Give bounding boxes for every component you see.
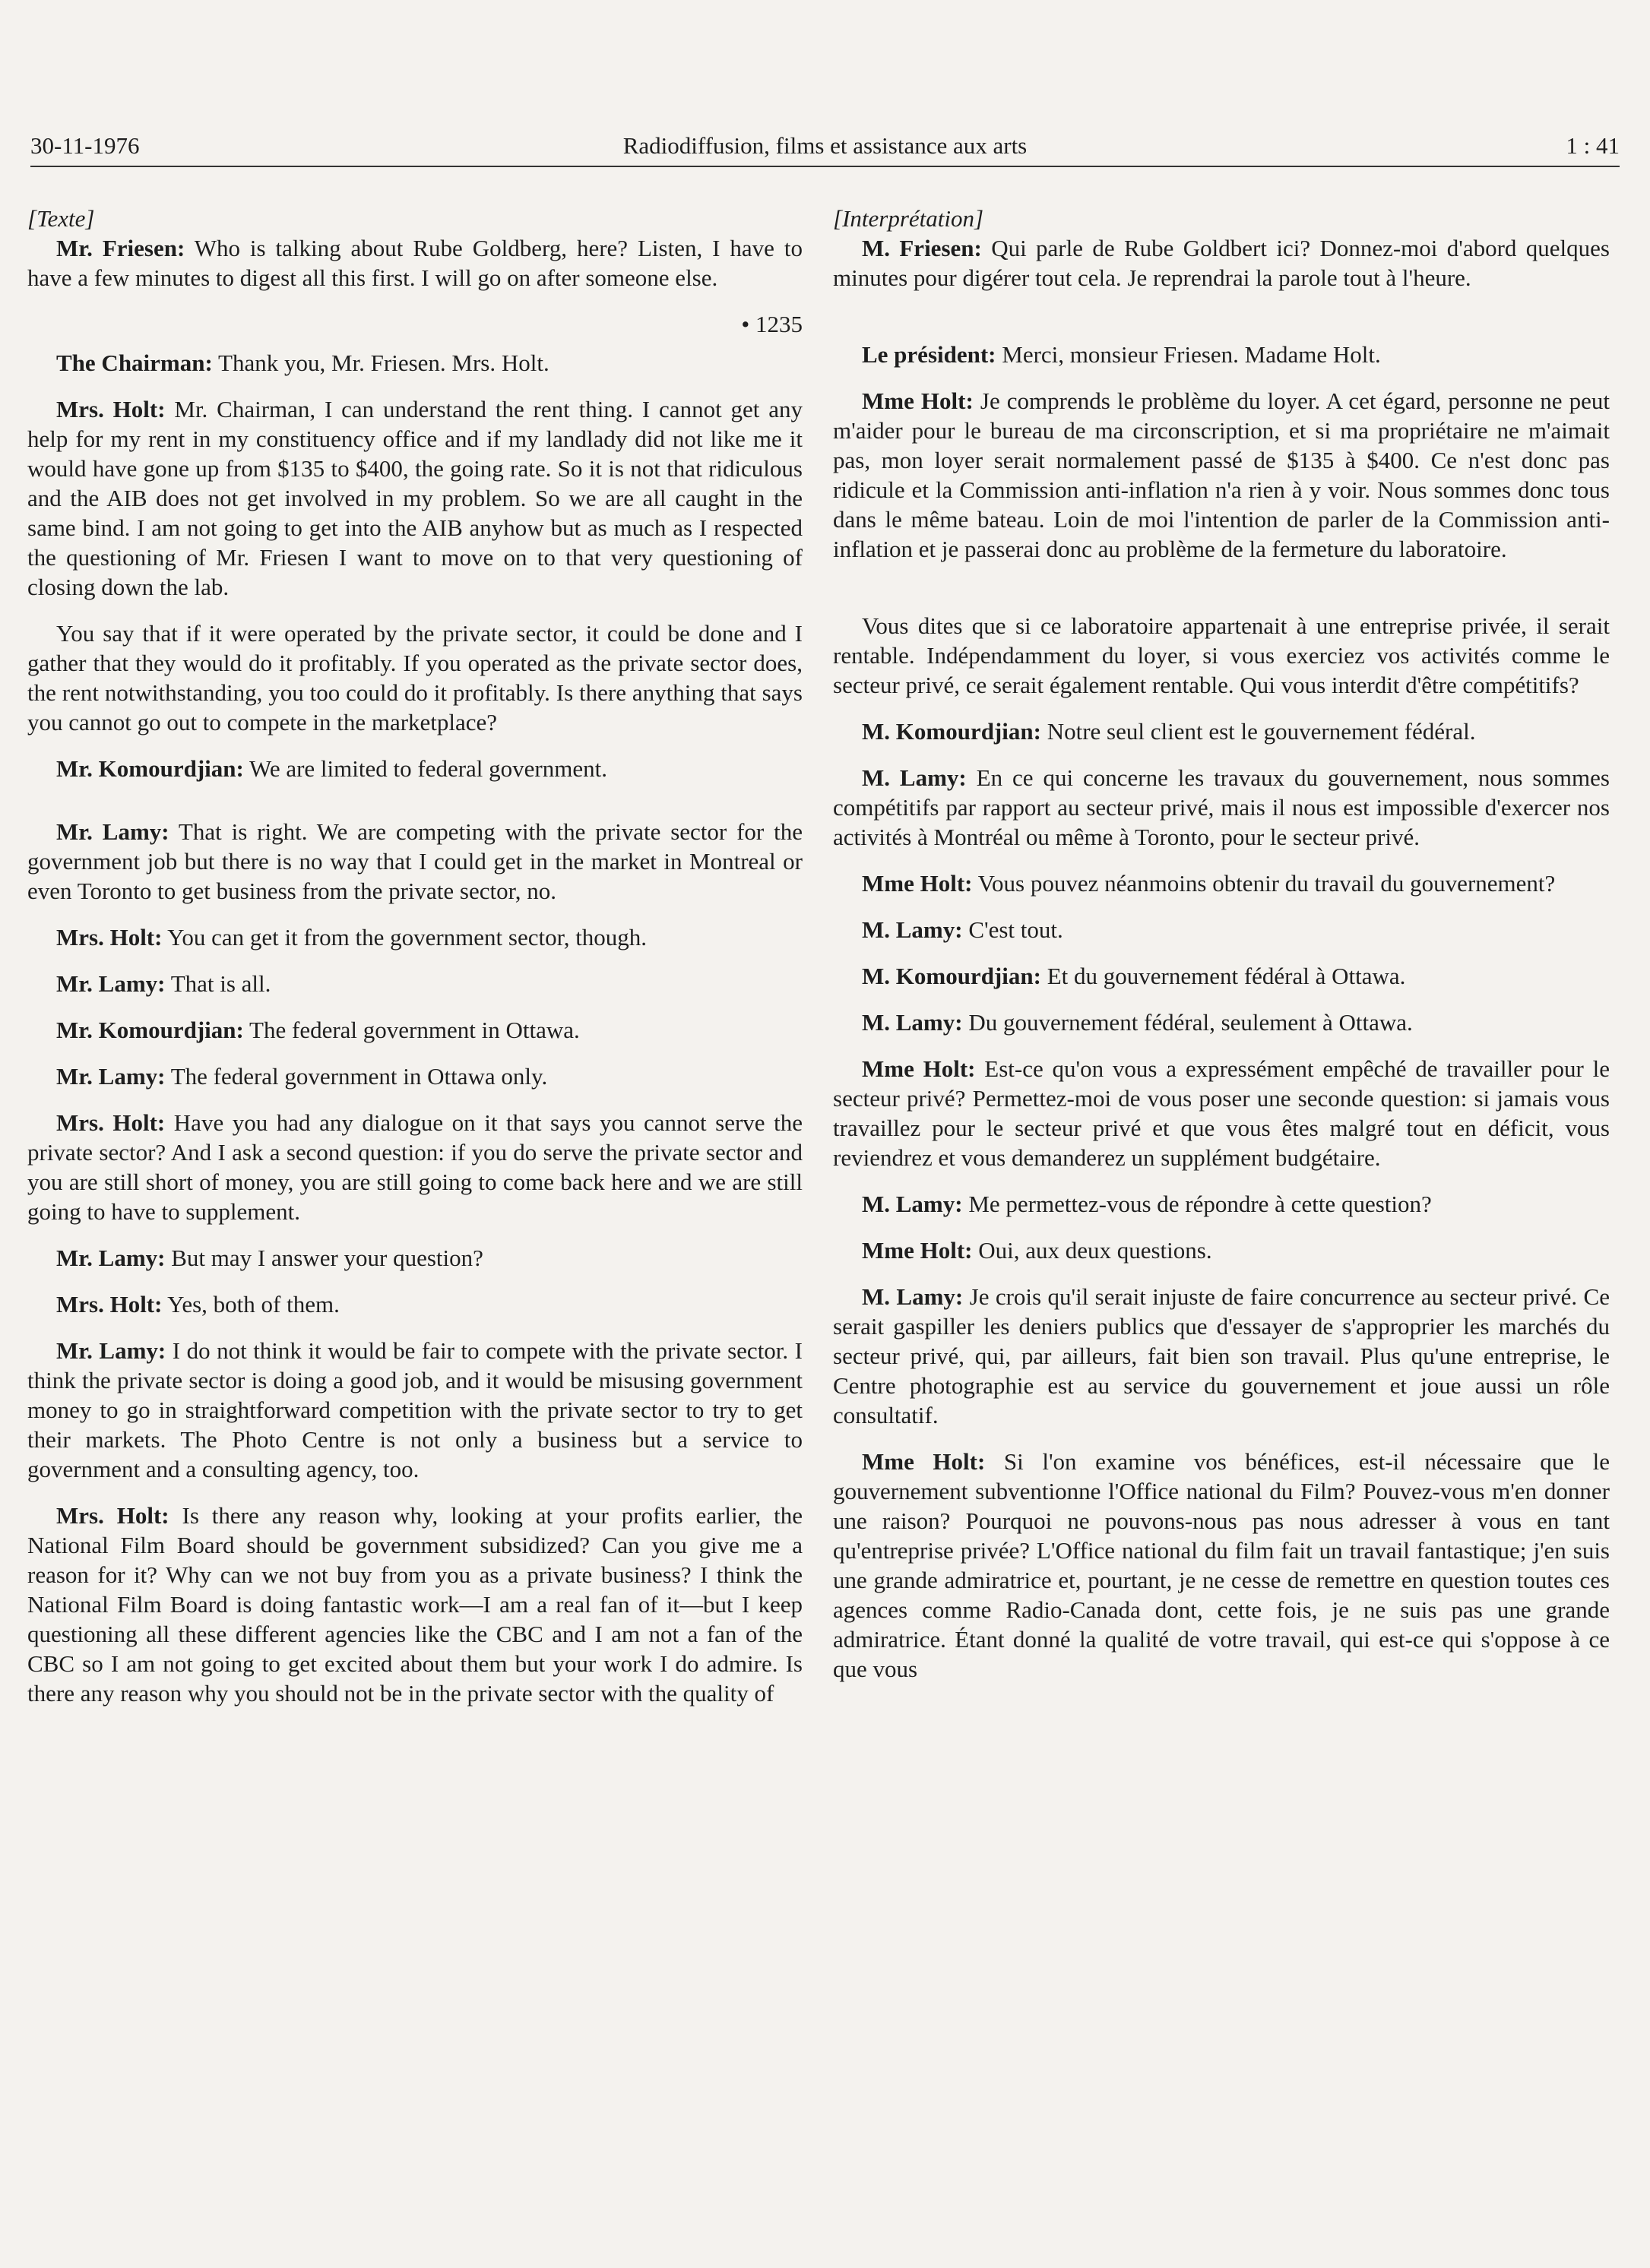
paragraph — [27, 348, 803, 378]
speaker-name: Mme Holt: — [862, 1448, 986, 1475]
speaker-name: The Chairman: — [56, 350, 213, 376]
speaker-name: M. Lamy: — [862, 1283, 964, 1310]
paragraph — [833, 961, 1610, 991]
french-column — [833, 204, 1610, 1700]
paragraph-text: You can get it from the government sector, though. — [162, 924, 648, 951]
speaker-name: Mr. Lamy: — [56, 1063, 166, 1090]
paragraph-text: The federal government in Ottawa only. — [165, 1063, 548, 1090]
paragraph-text: Oui, aux deux questions. — [972, 1237, 1212, 1264]
paragraph — [27, 1108, 803, 1226]
header-page-number: 1 : 41 — [1566, 132, 1620, 159]
paragraph — [27, 1015, 803, 1045]
paragraph-text: But may I answer your question? — [165, 1245, 483, 1271]
speaker-name: Mr. Lamy: — [56, 818, 169, 845]
paragraph — [27, 394, 803, 602]
speaker-name: Mrs. Holt: — [56, 924, 163, 951]
paragraph — [27, 922, 803, 952]
paragraph — [833, 1235, 1610, 1265]
paragraph — [833, 386, 1610, 564]
paragraph — [27, 1289, 803, 1319]
paragraph-text: C'est tout. — [962, 916, 1063, 943]
speaker-name: Mr. Lamy: — [56, 1245, 166, 1271]
paragraph-text: Vous pouvez néanmoins obtenir du travail du gouvernement? — [972, 870, 1556, 897]
paragraph — [833, 716, 1610, 746]
paragraph-text: Et du gouvernement fédéral à Ottawa. — [1040, 963, 1406, 989]
speaker-name: Mrs. Holt: — [56, 396, 166, 422]
paragraph-text: Du gouvernement fédéral, seulement à Ottawa. — [962, 1009, 1413, 1036]
paragraph — [833, 340, 1610, 369]
paragraph-text: Qui parle de Rube Goldbert ici? Donnez-moi d'abord quelques minutes pour digérer tout cela. Je reprendrai la parole tout à l'heure. — [833, 235, 1610, 291]
english-column — [27, 204, 803, 1725]
speaker-name: Mr. Friesen: — [56, 235, 185, 261]
paragraph — [833, 1007, 1610, 1037]
speaker-name: M. Komourdjian: — [862, 718, 1041, 745]
paragraph-text: The federal government in Ottawa. — [243, 1017, 580, 1043]
paragraph-text: En ce qui concerne les travaux du gouvernement, nous sommes compétitifs par rapport au secteur privé, mais il nous est impossible d'exercer nos activités à Montréal ou même à Toronto, pour le secteur privé. — [833, 764, 1610, 850]
paragraph-text: Me permettez-vous de répondre à cette question? — [962, 1191, 1432, 1217]
speaker-name: M. Lamy: — [862, 1191, 963, 1217]
paragraph — [27, 1501, 803, 1708]
paragraph-text: You say that if it were operated by the private sector, it could be done and I gather that they would do it profitably. If you operated as the private sector does, the rent notwithstanding, you too could do it profitably. Is there anything that says you cannot go out to compete in the marketplace? — [27, 620, 803, 735]
paragraph — [833, 763, 1610, 852]
speaker-name: Mr. Komourdjian: — [56, 1017, 244, 1043]
paragraph — [27, 1061, 803, 1091]
paragraph — [833, 233, 1610, 293]
header-title: Radiodiffusion, films et assistance aux arts — [622, 132, 1028, 159]
paragraph-text: Mr. Chairman, I can understand the rent thing. I cannot get any help for my rent in my constituency office and if my landlady did not like me it would have gone up from $135 to $400, the going rate. So it is not that ridiculous and the AIB does not get involved in my problem. So we are all caught in the same bind. I am not going to get into the AIB anyhow but as much as I respected the questioning of Mr. Friesen I want to move on to that very questioning of closing down the lab. — [27, 396, 803, 600]
speaker-name: Mme Holt: — [862, 387, 974, 414]
paragraph-text: Have you had any dialogue on it that says you cannot serve the private sector? And I ask a second question: if you do serve the private sector and you are still short of money, you are still going to come back here and we are still going to have to supplement. — [27, 1109, 803, 1225]
paragraph-text: Is there any reason why, looking at your profits earlier, the National Film Board should be government subsidized? Can you give me a reason for it? Why can we not buy from you as a private business? I think the National Film Board is doing fantastic work—I am a real fan of it—but I keep questioning all these different agencies like the CBC and I am not a fan of the CBC so I am not going to get excited about them but your work I do admire. Is there any reason why you should not be in the private sector with the quality of — [27, 1502, 803, 1707]
page-header — [30, 122, 1620, 167]
paragraph-text: We are limited to federal government. — [243, 755, 607, 782]
speaker-name: M. Friesen: — [862, 235, 982, 261]
paragraph-text: That is right. We are competing with the private sector for the government job but there is no way that I could get in the market in Montreal or even Toronto to get business from the private sector, no. — [27, 818, 803, 904]
speaker-name: Mme Holt: — [862, 1237, 973, 1264]
paragraph-text: Merci, monsieur Friesen. Madame Holt. — [996, 341, 1381, 368]
time-marker: • 1235 — [741, 311, 803, 337]
column-tag: [Interprétation] — [833, 205, 984, 232]
paragraph-text: I do not think it would be fair to compete with the private sector. I think the private sector is doing a good job, and it would be misusing government money to go in straightforward competition with the private sector to try to get their markets. The Photo Centre is not only a business but a service to government and a consulting agency, too. — [27, 1337, 803, 1482]
speaker-name: Mrs. Holt: — [56, 1291, 163, 1317]
speaker-name: Mrs. Holt: — [56, 1109, 166, 1136]
paragraph-text: That is all. — [165, 970, 271, 997]
paragraph-text: Yes, both of them. — [162, 1291, 340, 1317]
paragraph — [833, 1189, 1610, 1219]
speaker-name: Mme Holt: — [862, 870, 973, 897]
paragraph — [27, 233, 803, 293]
paragraph — [27, 754, 803, 783]
paragraph — [27, 1243, 803, 1273]
paragraph-text: Vous dites que si ce laboratoire appartenait à une entreprise privée, il serait rentable. Indépendamment du loyer, si vous exerciez vos activités comme le secteur privé, ce serait également rentable. Qui vous interdit d'être compétitifs? — [833, 612, 1610, 698]
paragraph — [833, 1282, 1610, 1430]
paragraph — [27, 969, 803, 998]
paragraph-text: Who is talking about Rube Goldberg, here? Listen, I have to have a few minutes to digest all this first. I will go on after someone else. — [27, 235, 803, 291]
paragraph — [27, 618, 803, 737]
column-tag: [Texte] — [27, 205, 95, 232]
paragraph — [833, 915, 1610, 944]
paragraph — [27, 1336, 803, 1484]
paragraph-text: Si l'on examine vos bénéfices, est-il nécessaire que le gouvernement subventionne l'Office national du Film? Pouvez-vous m'en donner une raison? Pourquoi ne pouvons-nous pas nous adresser à vous en tant qu'entreprise privée? L'Office national du film fait un travail fantastique; j'en suis une grande admiratrice et, pourtant, je ne cesse de remettre en question toutes ces agences comme Radio-Canada dont, cette fois, je ne suis pas une grande admiratrice. Étant donné la qualité de votre travail, qui est-ce qui s'oppose à ce que vous — [833, 1448, 1610, 1682]
paragraph — [833, 868, 1610, 898]
paragraph-text: Je comprends le problème du loyer. A cet égard, personne ne peut m'aider pour le bureau de ma circonscription, et si ma propriétaire ne m'aimait pas, mon loyer serait normalement passé de $135 à $400. Ce n'est donc pas ridicule et la Commission anti-inflation n'a rien à y voir. Nous sommes donc tous dans le même bateau. Loin de moi l'intention de parler de la Commission anti-inflation et je passerai donc au problème de la fermeture du laboratoire. — [833, 387, 1610, 562]
speaker-name: M. Lamy: — [862, 916, 963, 943]
paragraph-text: Je crois qu'il serait injuste de faire concurrence au secteur privé. Ce serait gaspiller les deniers publics que d'essayer de s'approprier les marchés du secteur privé, qui, par ailleurs, fait bien son travail. Plus qu'une entreprise, le Centre photographie est au service du gouvernement et joue aussi un rôle consultatif. — [833, 1283, 1610, 1428]
speaker-name: Mr. Komourdjian: — [56, 755, 244, 782]
speaker-name: Le président: — [862, 341, 996, 368]
speaker-name: Mr. Lamy: — [56, 1337, 166, 1364]
header-date: 30-11-1976 — [30, 132, 140, 159]
speaker-name: M. Lamy: — [862, 1009, 963, 1036]
paragraph-text: Est-ce qu'on vous a expressément empêché de travailler pour le secteur privé? Permettez-moi de vous poser une seconde question: si jamais vous travaillez pour le secteur privé et que vous êtes malgré tout en déficit, vous reviendrez et vous demanderez un supplément budgétaire. — [833, 1055, 1610, 1171]
speaker-name: Mme Holt: — [862, 1055, 976, 1082]
speaker-name: M. Komourdjian: — [862, 963, 1041, 989]
paragraph — [833, 611, 1610, 700]
paragraph-text: Notre seul client est le gouvernement fédéral. — [1040, 718, 1476, 745]
paragraph-text: Thank you, Mr. Friesen. Mrs. Holt. — [212, 350, 549, 376]
speaker-name: M. Lamy: — [862, 764, 967, 791]
speaker-name: Mr. Lamy: — [56, 970, 166, 997]
paragraph — [27, 817, 803, 906]
paragraph — [833, 1054, 1610, 1172]
speaker-name: Mrs. Holt: — [56, 1502, 169, 1529]
paragraph — [833, 1447, 1610, 1684]
